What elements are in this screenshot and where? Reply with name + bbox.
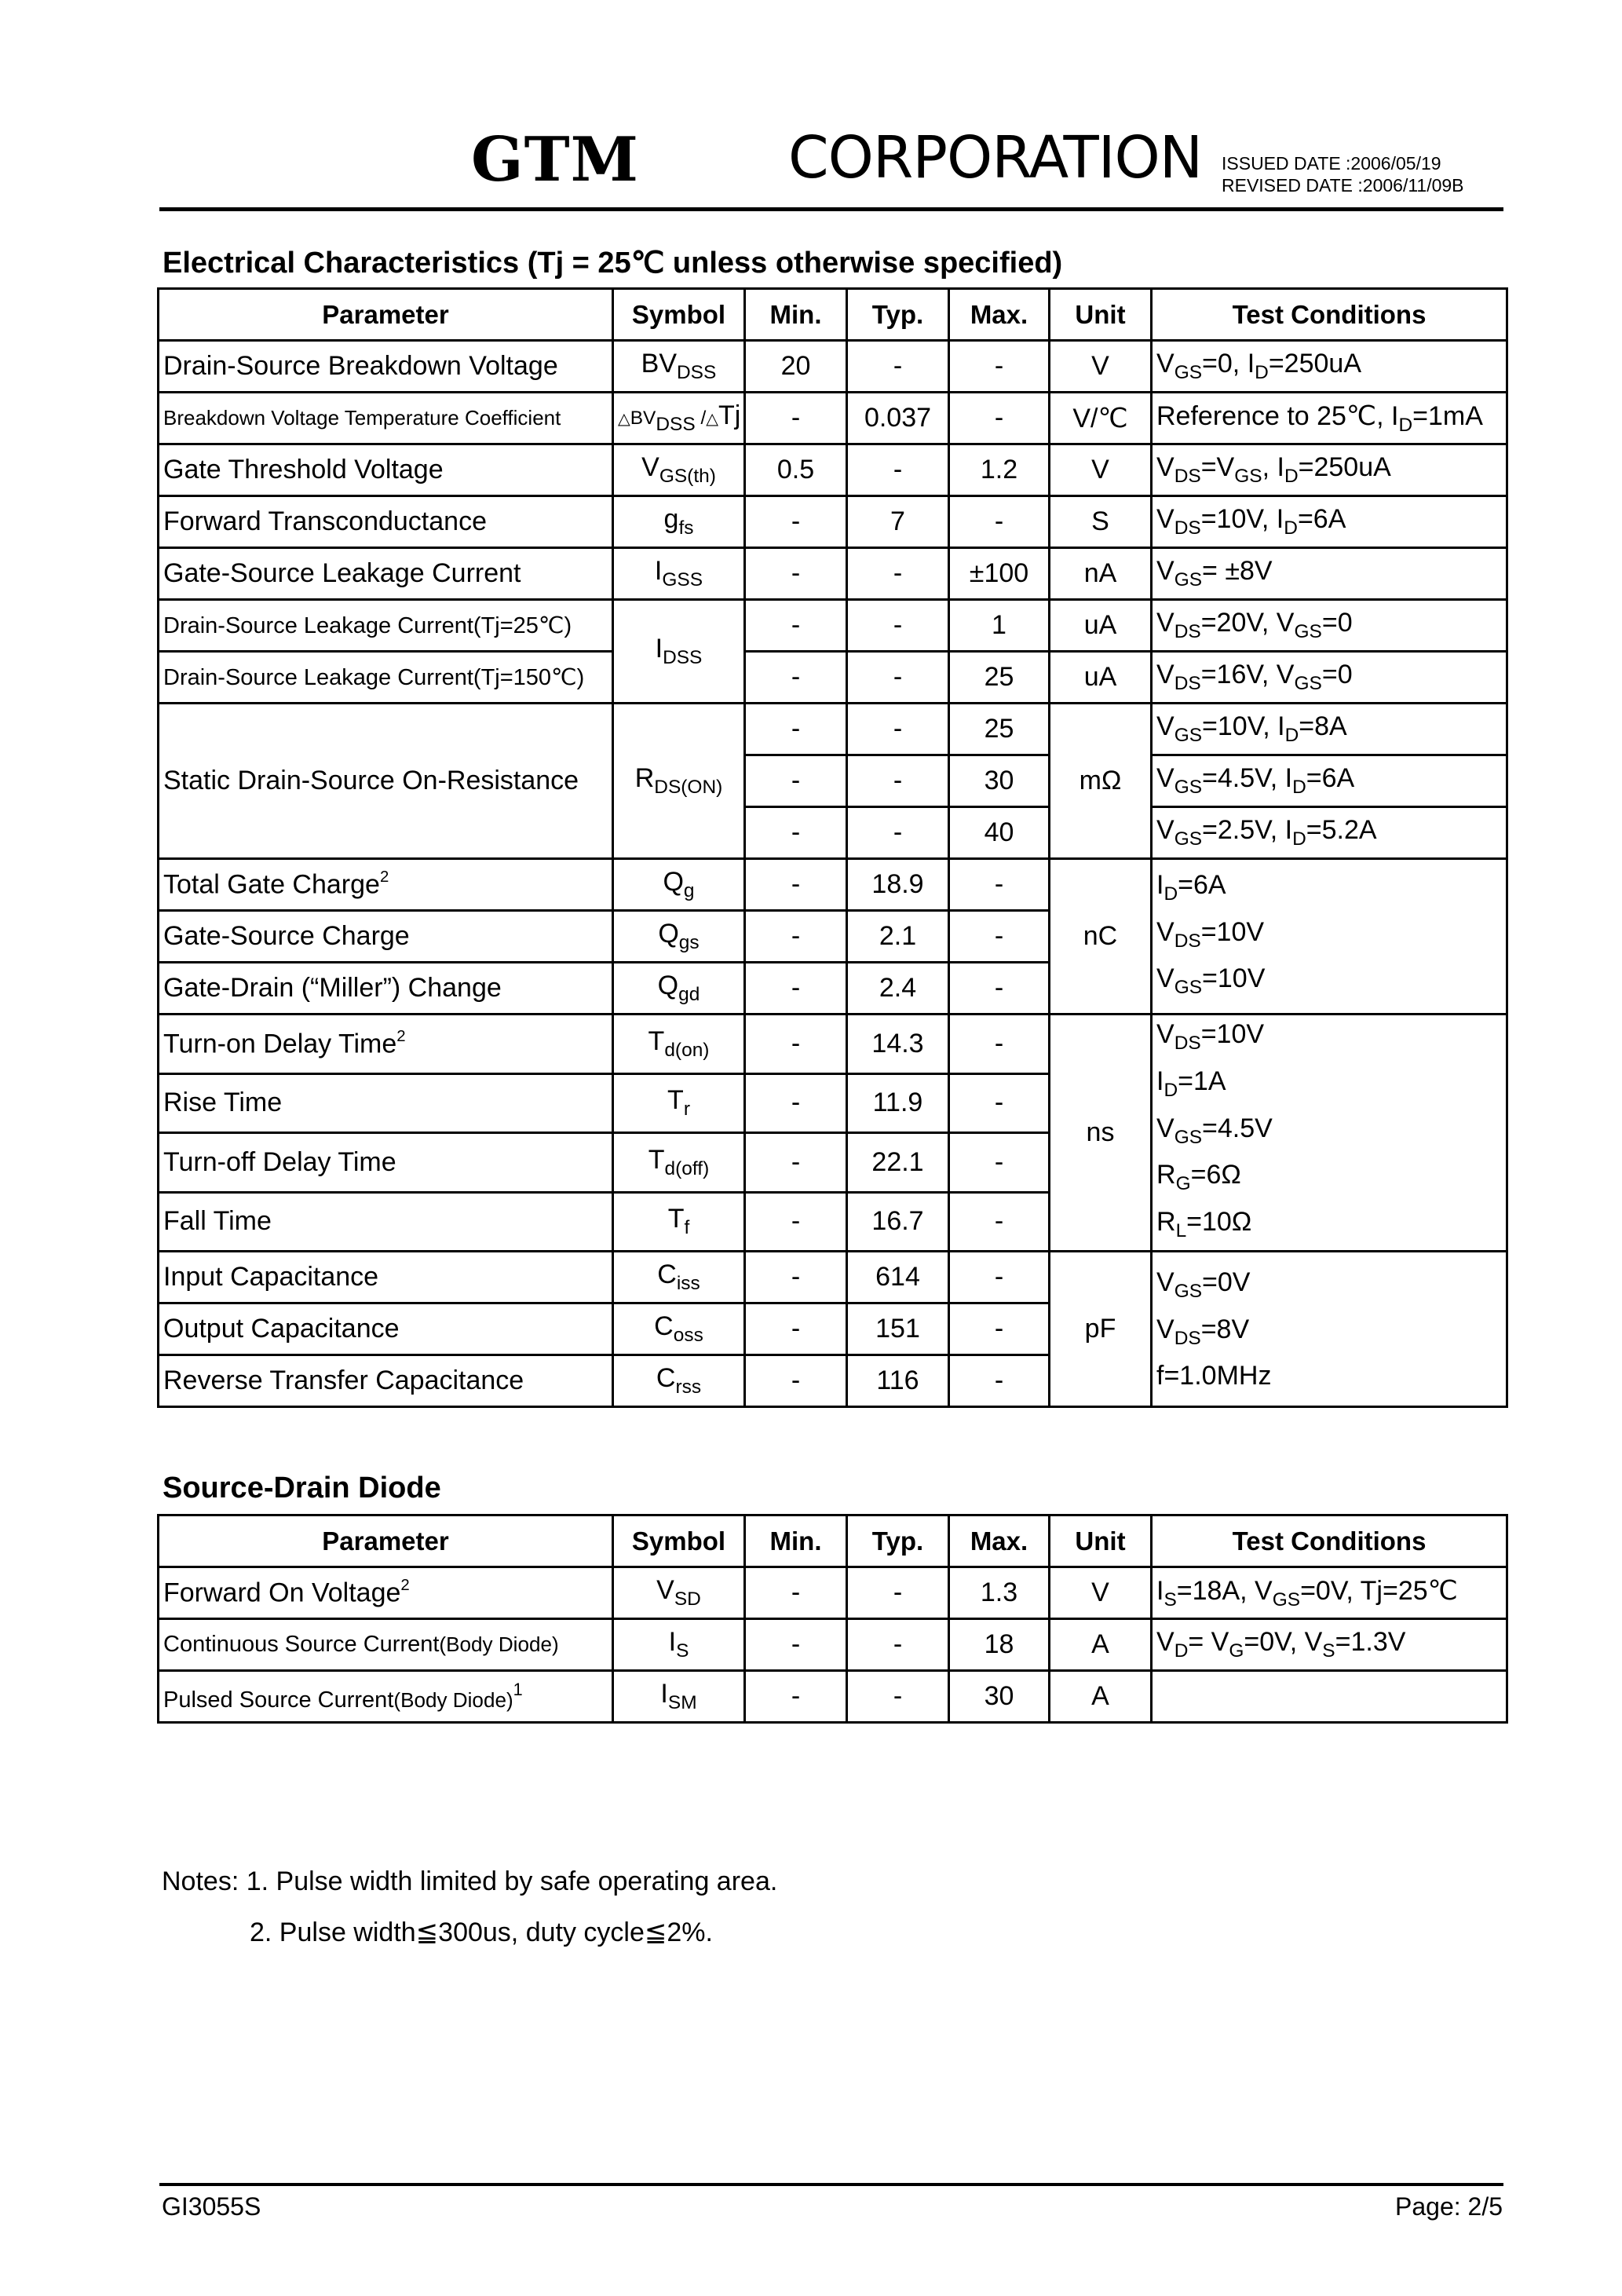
typ-cell: -	[847, 704, 949, 755]
unit-cell: S	[1050, 496, 1152, 548]
typ-cell: 11.9	[847, 1073, 949, 1133]
min-cell: -	[745, 496, 847, 548]
test-conditions-cell: $V_{DS}=V_{GS}$, $I_D=250uA$	[1152, 444, 1507, 496]
parameter-cell: Gate Threshold Voltage	[159, 444, 613, 496]
table-row	[159, 704, 1507, 755]
min-cell: -	[745, 1671, 847, 1723]
min-cell: -	[745, 652, 847, 704]
min-cell: 0.5	[745, 444, 847, 496]
max-cell: 1.3	[949, 1567, 1050, 1619]
typ-cell: -	[847, 755, 949, 807]
test-conditions-cell: Reference to 25℃, $I_D=1mA$	[1152, 393, 1507, 444]
header-parameter: Parameter	[159, 289, 613, 341]
max-cell: -	[949, 1252, 1050, 1303]
parameter-cell: Drain-Source Breakdown Voltage	[159, 341, 613, 393]
symbol-cell: $T_f$	[613, 1192, 745, 1252]
min-cell: -	[745, 548, 847, 600]
min-cell: -	[745, 911, 847, 963]
max-cell: -	[949, 1015, 1050, 1074]
company-name: CORPORATION	[788, 124, 1203, 192]
parameter-cell: Forward On Voltage$^2$	[159, 1567, 613, 1619]
header-unit: Unit	[1050, 289, 1152, 341]
header-max: Max.	[949, 1515, 1050, 1567]
parameter-cell: Gate-Drain (“Miller”) Change	[159, 963, 613, 1015]
unit-cell: mΩ	[1050, 704, 1152, 859]
test-conditions-cell: $V_{DS}=10V$ $I_D=1A$ $V_{GS}=4.5V$ $R_G=6\Omega$ $R_L=10\Omega$	[1152, 1015, 1507, 1252]
source-drain-diode-title: Source-Drain Diode	[163, 1472, 441, 1504]
part-number: GI3055S	[162, 2192, 261, 2221]
typ-cell: 16.7	[847, 1192, 949, 1252]
max-cell: ±100	[949, 548, 1050, 600]
header-min: Min.	[745, 289, 847, 341]
page-number: Page: 2/5	[1395, 2192, 1503, 2221]
electrical-characteristics-table	[157, 287, 1508, 1408]
parameter-cell: Gate-Source Charge	[159, 911, 613, 963]
table-row	[159, 548, 1507, 600]
max-cell: -	[949, 1133, 1050, 1193]
header-symbol: Symbol	[613, 1515, 745, 1567]
min-cell: -	[745, 1355, 847, 1407]
min-cell: -	[745, 1133, 847, 1193]
symbol-cell: $I_{SM}$	[613, 1671, 745, 1723]
symbol-cell: $T_{d(on)}$	[613, 1015, 745, 1074]
parameter-cell: Drain-Source Leakage Current(Tj=150℃)	[159, 652, 613, 704]
parameter-cell: Turn-off Delay Time	[159, 1133, 613, 1193]
typ-cell: 7	[847, 496, 949, 548]
min-cell: -	[745, 600, 847, 652]
symbol-cell: $Q_{gs}$	[613, 911, 745, 963]
issued-date: ISSUED DATE :2006/05/19	[1222, 153, 1441, 174]
note-1: Notes: 1. Pulse width limited by safe operating area.	[162, 1866, 778, 1896]
test-conditions-cell: $V_{GS}=4.5V$, $I_D=6A$	[1152, 755, 1507, 807]
header-typ: Typ.	[847, 1515, 949, 1567]
parameter-cell: Drain-Source Leakage Current(Tj=25℃)	[159, 600, 613, 652]
max-cell: 25	[949, 652, 1050, 704]
company-logo: GTM	[471, 124, 639, 196]
parameter-cell: Breakdown Voltage Temperature Coefficient	[159, 393, 613, 444]
typ-cell: 614	[847, 1252, 949, 1303]
electrical-characteristics-title: Electrical Characteristics (Tj = 25℃ unless otherwise specified)	[163, 247, 1063, 280]
typ-cell: 18.9	[847, 859, 949, 911]
parameter-cell: Turn-on Delay Time$^2$	[159, 1015, 613, 1074]
min-cell: -	[745, 1567, 847, 1619]
max-cell: -	[949, 1303, 1050, 1355]
min-cell: -	[745, 807, 847, 859]
table-row	[159, 1015, 1507, 1074]
min-cell: -	[745, 1015, 847, 1074]
max-cell: 40	[949, 807, 1050, 859]
symbol-cell: $V_{SD}$	[613, 1567, 745, 1619]
parameter-cell: Rise Time	[159, 1073, 613, 1133]
table-row	[159, 1671, 1507, 1723]
parameter-cell: Reverse Transfer Capacitance	[159, 1355, 613, 1407]
typ-cell: -	[847, 600, 949, 652]
table-row	[159, 859, 1507, 911]
symbol-cell: $I_{GSS}$	[613, 548, 745, 600]
header-test-conditions: Test Conditions	[1152, 1515, 1507, 1567]
unit-cell: pF	[1050, 1252, 1152, 1407]
table-row	[159, 393, 1507, 444]
table-row	[159, 444, 1507, 496]
symbol-cell: $I_S$	[613, 1619, 745, 1671]
table-row	[159, 1567, 1507, 1619]
note-2: 2. Pulse width≦300us, duty cycle≦2%.	[250, 1918, 713, 1947]
max-cell: -	[949, 341, 1050, 393]
min-cell: -	[745, 393, 847, 444]
table-row	[159, 1252, 1507, 1303]
max-cell: -	[949, 963, 1050, 1015]
min-cell: -	[745, 1192, 847, 1252]
unit-cell: A	[1050, 1671, 1152, 1723]
max-cell: -	[949, 393, 1050, 444]
unit-cell: V	[1050, 1567, 1152, 1619]
test-conditions-cell	[1152, 1671, 1507, 1723]
test-conditions-cell: $V_D= V_G=0V$, $V_S=1.3V$	[1152, 1619, 1507, 1671]
header-test-conditions: Test Conditions	[1152, 289, 1507, 341]
header-max: Max.	[949, 289, 1050, 341]
symbol-cell: $g_{fs}$	[613, 496, 745, 548]
symbol-cell: $BV_{DSS}$	[613, 341, 745, 393]
max-cell: -	[949, 911, 1050, 963]
min-cell: -	[745, 704, 847, 755]
unit-cell: A	[1050, 1619, 1152, 1671]
max-cell: -	[949, 1355, 1050, 1407]
symbol-cell: $R_{DS(ON)}$	[613, 704, 745, 859]
table-row	[159, 341, 1507, 393]
parameter-cell: Output Capacitance	[159, 1303, 613, 1355]
symbol-cell: $C_{iss}$	[613, 1252, 745, 1303]
parameter-cell: Fall Time	[159, 1192, 613, 1252]
header-rule	[159, 207, 1503, 211]
table-header-row	[159, 289, 1507, 341]
test-conditions-cell: $V_{DS}=20V$, $V_{GS}=0$	[1152, 600, 1507, 652]
unit-cell: V	[1050, 444, 1152, 496]
typ-cell: -	[847, 444, 949, 496]
typ-cell: -	[847, 807, 949, 859]
header-dates	[1222, 152, 1464, 196]
min-cell: 20	[745, 341, 847, 393]
unit-cell: uA	[1050, 600, 1152, 652]
max-cell: 18	[949, 1619, 1050, 1671]
header-unit: Unit	[1050, 1515, 1152, 1567]
min-cell: -	[745, 1619, 847, 1671]
max-cell: 1	[949, 600, 1050, 652]
parameter-cell: Static Drain-Source On-Resistance	[159, 704, 613, 859]
max-cell: 25	[949, 704, 1050, 755]
min-cell: -	[745, 1073, 847, 1133]
unit-cell: V/℃	[1050, 393, 1152, 444]
max-cell: -	[949, 496, 1050, 548]
revised-date: REVISED DATE :2006/11/09B	[1222, 175, 1464, 196]
symbol-cell: $I_{DSS}$	[613, 600, 745, 704]
symbol-cell: $T_r$	[613, 1073, 745, 1133]
test-conditions-cell: $V_{GS}=10V$, $I_D=8A$	[1152, 704, 1507, 755]
unit-cell: uA	[1050, 652, 1152, 704]
test-conditions-cell: $I_S=18A$, $V_{GS}=0V$, Tj=25℃	[1152, 1567, 1507, 1619]
parameter-cell: Input Capacitance	[159, 1252, 613, 1303]
test-conditions-cell: $V_{DS}=16V$, $V_{GS}=0$	[1152, 652, 1507, 704]
typ-cell: 14.3	[847, 1015, 949, 1074]
symbol-cell: $Q_{gd}$	[613, 963, 745, 1015]
min-cell: -	[745, 1252, 847, 1303]
typ-cell: -	[847, 1619, 949, 1671]
max-cell: -	[949, 1192, 1050, 1252]
typ-cell: 2.1	[847, 911, 949, 963]
table-row	[159, 600, 1507, 652]
typ-cell: 22.1	[847, 1133, 949, 1193]
symbol-cell: $\triangle BV_{DSS}$ /△Tj	[613, 393, 745, 444]
max-cell: 1.2	[949, 444, 1050, 496]
test-conditions-cell: $V_{GS}=0V$ $V_{DS}=8V$ f=1.0MHz	[1152, 1252, 1507, 1407]
table-header-row	[159, 1515, 1507, 1567]
unit-cell: nC	[1050, 859, 1152, 1015]
symbol-cell: $C_{oss}$	[613, 1303, 745, 1355]
typ-cell: 0.037	[847, 393, 949, 444]
max-cell: -	[949, 859, 1050, 911]
footer-rule	[159, 2183, 1503, 2186]
symbol-cell: $T_{d(off)}$	[613, 1133, 745, 1193]
parameter-cell: Gate-Source Leakage Current	[159, 548, 613, 600]
min-cell: -	[745, 963, 847, 1015]
typ-cell: 116	[847, 1355, 949, 1407]
parameter-cell: Forward Transconductance	[159, 496, 613, 548]
typ-cell: 151	[847, 1303, 949, 1355]
symbol-cell: $C_{rss}$	[613, 1355, 745, 1407]
header-typ: Typ.	[847, 289, 949, 341]
unit-cell: nA	[1050, 548, 1152, 600]
table-row	[159, 652, 1507, 704]
parameter-cell: Total Gate Charge$^2$	[159, 859, 613, 911]
max-cell: 30	[949, 1671, 1050, 1723]
typ-cell: -	[847, 1567, 949, 1619]
header-min: Min.	[745, 1515, 847, 1567]
unit-cell: ns	[1050, 1015, 1152, 1252]
table-row	[159, 1619, 1507, 1671]
test-conditions-cell: $V_{DS}=10V$, $I_D=6A$	[1152, 496, 1507, 548]
symbol-cell: $V_{GS(th)}$	[613, 444, 745, 496]
test-conditions-cell: $I_D=6A$ $V_{DS}=10V$ $V_{GS}=10V$	[1152, 859, 1507, 1015]
min-cell: -	[745, 859, 847, 911]
max-cell: -	[949, 1073, 1050, 1133]
typ-cell: -	[847, 548, 949, 600]
test-conditions-cell: $V_{GS}=2.5V$, $I_D=5.2A$	[1152, 807, 1507, 859]
test-conditions-cell: $V_{GS}=0$, $I_D=250uA$	[1152, 341, 1507, 393]
typ-cell: -	[847, 341, 949, 393]
typ-cell: -	[847, 652, 949, 704]
typ-cell: 2.4	[847, 963, 949, 1015]
source-drain-diode-table	[157, 1514, 1508, 1724]
header-symbol: Symbol	[613, 289, 745, 341]
unit-cell: V	[1050, 341, 1152, 393]
typ-cell: -	[847, 1671, 949, 1723]
header-parameter: Parameter	[159, 1515, 613, 1567]
table-row	[159, 496, 1507, 548]
max-cell: 30	[949, 755, 1050, 807]
test-conditions-cell: $V_{GS}= \pm 8V$	[1152, 548, 1507, 600]
min-cell: -	[745, 1303, 847, 1355]
symbol-cell: $Q_g$	[613, 859, 745, 911]
parameter-cell: Pulsed Source Current(Body Diode)$^1$	[159, 1671, 613, 1723]
parameter-cell: Continuous Source Current(Body Diode)	[159, 1619, 613, 1671]
min-cell: -	[745, 755, 847, 807]
